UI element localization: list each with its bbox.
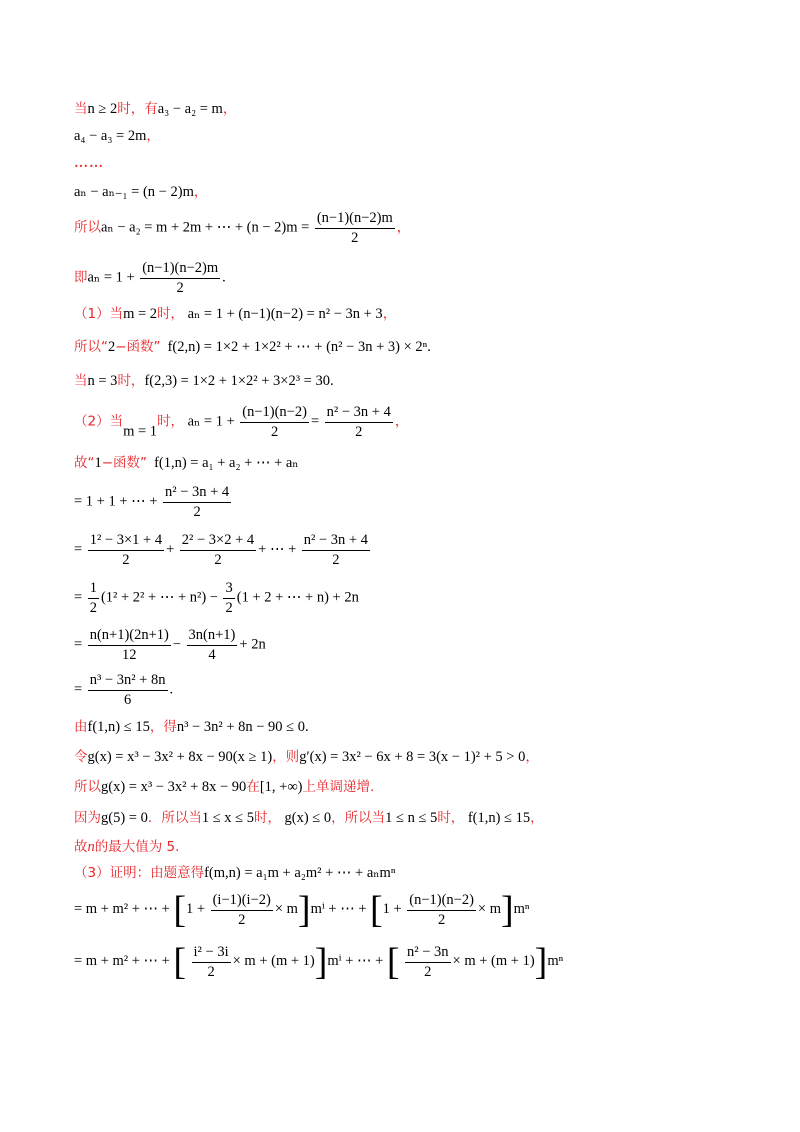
denominator: 2	[355, 424, 363, 440]
formula: mⁱ + ⋯ +	[327, 953, 384, 970]
text: 故“	[74, 455, 95, 471]
formula: = m + m² + ⋯ +	[74, 953, 170, 970]
text: 所以	[74, 779, 101, 795]
solution-line-2	[74, 127, 160, 146]
fraction	[302, 532, 370, 569]
numerator: i² − 3i	[192, 944, 231, 963]
formula: g(5) = 0	[101, 810, 148, 826]
equals: =	[310, 413, 320, 430]
formula: m = 1	[123, 423, 158, 440]
formula: f(1,n) = a₁ + a₂ + ⋯ + aₙ	[154, 455, 299, 471]
denominator: 2	[122, 552, 130, 568]
numerator: 1² − 3×1 + 4	[88, 532, 164, 551]
plus: +	[166, 541, 175, 558]
text: −函数”	[115, 339, 161, 355]
punct: ，	[146, 128, 160, 144]
text: 故	[74, 839, 88, 855]
numerator: (i−1)(i−2)	[211, 892, 273, 911]
fraction	[223, 580, 234, 617]
right-bracket: ]	[314, 941, 328, 983]
formula: g′(x) = 3x² − 6x + 8 = 3(x − 1)² + 5 > 0	[299, 749, 526, 765]
numerator: n² − 3n	[405, 944, 451, 963]
solution-line-5	[74, 210, 410, 247]
right-bracket: ]	[297, 889, 311, 931]
right-bracket: ]	[534, 941, 548, 983]
denominator: 2	[176, 280, 184, 296]
text: （3）证明：由题意得	[74, 865, 205, 881]
formula: mⁿ	[513, 901, 530, 918]
denominator: 2	[207, 963, 215, 980]
formula: aₙ = 1 +	[187, 413, 235, 430]
numerator: n² − 3n + 4	[163, 484, 231, 503]
numerator: n² − 3n + 4	[325, 404, 393, 423]
numerator: 3	[223, 580, 234, 599]
formula: n = 3	[87, 373, 118, 389]
text: ，所以当	[331, 810, 386, 826]
formula: =	[74, 589, 83, 606]
numerator: (n−1)(n−2)	[240, 404, 309, 423]
fraction	[88, 672, 168, 709]
formula: f(1,n) ≤ 15	[467, 810, 531, 826]
fraction	[180, 532, 256, 569]
fraction	[405, 944, 451, 981]
fraction	[407, 892, 476, 929]
text: 上单调递增.	[302, 779, 375, 795]
formula: g(x) = x³ − 3x² + 8x − 90(x ≥ 1)	[87, 749, 273, 765]
text: 因为	[74, 810, 101, 826]
numerator: (n−1)(n−2)m	[140, 260, 220, 279]
punct: .	[169, 681, 174, 698]
formula: f(1,n) ≤ 15	[87, 719, 150, 735]
numerator: (n−1)(n−2)m	[315, 210, 395, 229]
text: 即	[74, 269, 88, 286]
text: ，得	[149, 719, 177, 735]
part2-conclusion	[74, 838, 179, 857]
solution-line-6	[74, 260, 226, 297]
formula: n ≥ 2	[87, 101, 118, 117]
text: ，则	[272, 749, 300, 765]
numerator: 3n(n+1)	[187, 627, 238, 646]
text: 时，	[157, 306, 185, 322]
formula: 1 ≤ x ≤ 5	[201, 810, 255, 826]
formula: aₙ = 1 + (n−1)(n−2) = n² − 3n + 3	[187, 306, 383, 322]
text: ．所以当	[147, 810, 202, 826]
numerator: n(n+1)(2n+1)	[88, 627, 171, 646]
formula: = 1 + 1 + ⋯ +	[74, 493, 158, 510]
part3-line-2	[74, 890, 530, 930]
formula: mⁱ + ⋯ +	[310, 901, 367, 918]
left-bracket: [	[386, 941, 400, 983]
part3-line-1	[74, 864, 395, 883]
fraction	[315, 210, 395, 247]
denominator: 2	[225, 600, 233, 616]
punct: ，	[382, 306, 397, 322]
part2-line-9	[74, 748, 539, 767]
part2-line-8	[74, 718, 309, 737]
formula: =	[74, 636, 83, 653]
part2-line-11	[74, 809, 544, 828]
formula: 1 ≤ n ≤ 5	[385, 810, 438, 826]
right-bracket: ]	[501, 889, 514, 931]
minus: −	[172, 636, 182, 653]
denominator: 2	[89, 600, 97, 616]
text: 在	[246, 779, 260, 795]
punct: ，	[222, 101, 237, 117]
fraction	[140, 260, 220, 297]
formula: n³ − 3n² + 8n − 90 ≤ 0	[176, 719, 306, 735]
denominator: 4	[208, 647, 216, 663]
formula: × m + (m + 1)	[452, 953, 535, 970]
part3-line-3	[74, 942, 563, 982]
formula: + 2n	[239, 636, 266, 653]
fraction	[88, 627, 171, 664]
numerator: 2² − 3×2 + 4	[180, 532, 256, 551]
formula: aₙ − a₂ = m + 2m + ⋯ + (n − 2)m =	[101, 219, 310, 236]
formula: × m	[477, 901, 501, 918]
ellipsis-line	[74, 155, 104, 173]
text: 令	[74, 749, 88, 765]
left-bracket: [	[173, 941, 187, 983]
part2-line-2	[74, 454, 299, 473]
part2-line-1	[74, 404, 408, 441]
fraction	[325, 404, 393, 441]
left-bracket: [	[173, 889, 187, 931]
punct: ，	[530, 810, 544, 826]
denominator: 2	[270, 424, 279, 440]
denominator: 2	[238, 911, 246, 928]
punct: ，	[525, 749, 539, 765]
formula: n	[87, 839, 95, 855]
denominator: 2	[424, 963, 432, 980]
fraction	[163, 484, 231, 521]
punct: .	[330, 373, 334, 389]
punct: ，	[394, 413, 409, 430]
fraction	[192, 944, 231, 981]
part2-line-3	[74, 484, 233, 521]
numerator: (n−1)(n−2)	[407, 892, 476, 911]
formula: × m + (m + 1)	[232, 953, 315, 970]
ellipsis: ……	[74, 156, 104, 171]
denominator: 2	[193, 504, 201, 520]
denominator: 2	[351, 230, 359, 246]
fraction	[211, 892, 273, 929]
punct: .	[222, 269, 226, 286]
left-bracket: [	[370, 889, 383, 931]
text: （2）当	[74, 413, 124, 430]
numerator: n² − 3n + 4	[302, 532, 370, 551]
formula: f(2,n) = 1×2 + 1×2² + ⋯ + (n² − 3n + 3) × 2ⁿ	[167, 339, 428, 355]
numerator: 1	[88, 580, 99, 599]
formula: g(x) = x³ − 3x² + 8x − 90	[101, 779, 247, 795]
fraction	[88, 532, 164, 569]
formula: aₙ − aₙ₋₁ = (n − 2)m	[74, 184, 194, 200]
formula: m = 2	[123, 306, 158, 322]
solution-line-4	[74, 183, 207, 202]
text: 所以“	[74, 339, 108, 355]
text: 当	[74, 373, 88, 389]
solution-line-1	[74, 100, 236, 119]
fraction	[88, 580, 99, 617]
part2-line-10	[74, 778, 374, 797]
numerator: n³ − 3n² + 8n	[88, 672, 168, 691]
formula: [1, +∞)	[259, 779, 303, 795]
text: 时，	[117, 373, 145, 389]
fraction	[187, 627, 238, 664]
punct: ，	[396, 219, 411, 236]
part2-line-6	[74, 627, 266, 664]
formula: mⁿ	[547, 953, 564, 970]
punct: ，	[193, 184, 208, 200]
formula: 1 +	[382, 901, 402, 918]
formula: =	[74, 681, 83, 698]
text: 所以	[74, 219, 101, 236]
formula: = m + m² + ⋯ +	[74, 901, 170, 918]
text: 时，	[157, 413, 185, 430]
text: −函数”	[101, 455, 148, 471]
text: 当	[74, 101, 88, 117]
text: 由	[74, 719, 88, 735]
formula: g(x) ≤ 0	[284, 810, 332, 826]
formula: f(2,3) = 1×2 + 1×2² + 3×2³ = 30	[144, 373, 330, 389]
part2-line-4	[74, 532, 372, 569]
punct: .	[305, 719, 309, 735]
formula: =	[74, 541, 83, 558]
formula: 2	[108, 339, 116, 355]
formula: (1 + 2 + ⋯ + n) + 2n	[236, 589, 359, 606]
denominator: 2	[332, 552, 340, 568]
part2-line-5	[74, 580, 359, 617]
part1-line-2	[74, 338, 431, 357]
formula: 1	[94, 455, 102, 471]
text: 时，	[437, 810, 465, 826]
denominator: 2	[214, 552, 222, 568]
denominator: 2	[437, 911, 446, 928]
formula: (1² + 2² + ⋯ + n²) −	[100, 589, 218, 606]
formula: 1 +	[186, 901, 206, 918]
formula: a₄ − a₃ = 2m	[74, 128, 147, 144]
punct: .	[427, 339, 431, 355]
part1-line-1	[74, 305, 396, 324]
plus-dots: + ⋯ +	[258, 541, 297, 558]
denominator: 6	[123, 692, 132, 708]
formula: × m	[274, 901, 298, 918]
text: （1）当	[74, 306, 124, 322]
text: 时，	[254, 810, 282, 826]
part2-line-7	[74, 672, 173, 709]
formula: a₃ − a₂ = m	[157, 101, 223, 117]
formula: aₙ = 1 +	[87, 269, 135, 286]
formula: f(m,n) = a₁m + a₂m² + ⋯ + aₙmⁿ	[204, 865, 396, 881]
text: 时，有	[117, 101, 158, 117]
part1-line-3	[74, 372, 334, 391]
fraction	[240, 404, 309, 441]
text: 的最大值为 5.	[94, 839, 180, 855]
denominator: 12	[122, 647, 137, 663]
